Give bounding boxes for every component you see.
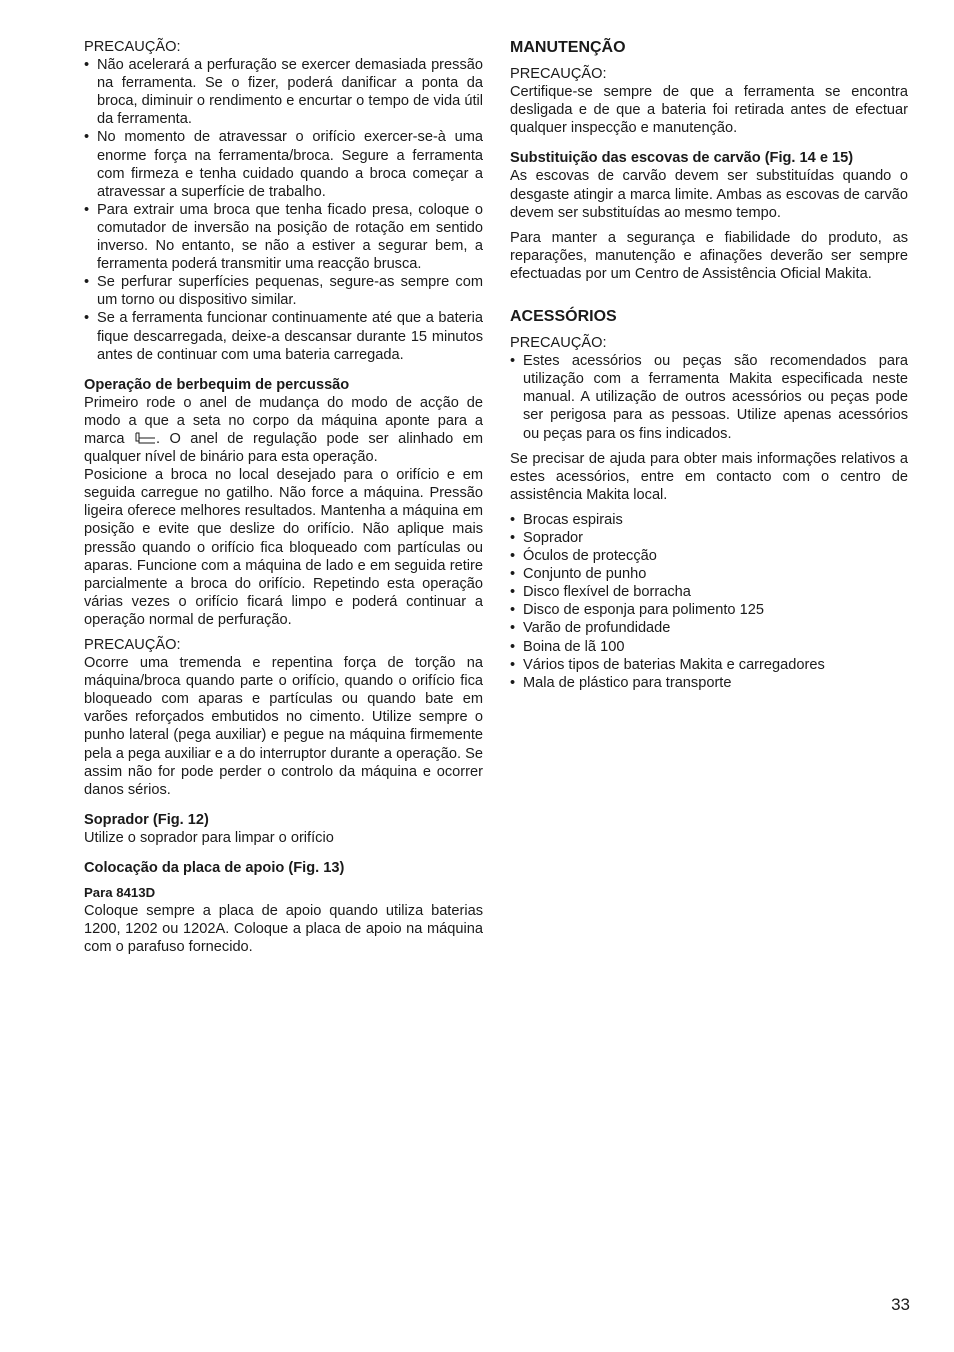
list-item: • Para extrair uma broca que tenha ficado presa, coloque o comutador de inversão na posição de rotação em sentido inverso. No entanto, se não a estiver a segurar bem, a ferramenta poderá transmitir uma reacção brusca. — [84, 201, 483, 273]
brushes-heading: Substituição das escovas de carvão (Fig. 14 e 15) — [510, 150, 854, 167]
maintenance-caution-label: PRECAUÇÃO: — [510, 66, 607, 82]
list-item: • Vários tipos de baterias Makita e carregadores — [510, 656, 908, 674]
hammer-drill-p1-end: . O anel de regulação pode ser alinhado em qualquer nível de binário para esta operação. — [84, 430, 483, 466]
list-item: • Varão de profundidade — [510, 619, 908, 637]
list-item: • Boina de lã 100 — [510, 638, 908, 656]
brushes-text-2: Para manter a segurança e fiabilidade do produto, as reparações, manutenção e afinações deverão ser sempre efectuadas por um Centro de Assistência Oficial Makita. — [510, 229, 908, 282]
accessories-heading: ACESSÓRIOS — [510, 308, 617, 326]
backing-plate-subheading: Para 8413D — [84, 885, 156, 901]
list-item: • Disco flexível de borracha — [510, 583, 908, 601]
list-item: • Não acelerará a perfuração se exercer demasiada pressão na ferramenta. Se o fizer, poderá danificar a ponta da broca, diminuir o rendimento e encurtar o tempo de vida útil da ferramenta. — [84, 56, 483, 128]
list-item: • Conjunto de punho — [510, 565, 908, 583]
maintenance-heading: MANUTENÇÃO — [510, 39, 626, 56]
hammer-drill-heading: Operação de berbequim de percussão — [84, 376, 350, 393]
blower-heading: Soprador (Fig. 12) — [84, 811, 209, 828]
drilling-caution-list — [84, 56, 483, 364]
accessories-caution-label: PRECAUÇÃO: — [510, 335, 607, 352]
hammer-drill-paragraph-1 — [84, 394, 483, 466]
accessories-help-text: Se precisar de ajuda para obter mais informações relativos a estes acessórios, entre em contacto com o centro de assistência Makita local. — [510, 450, 908, 503]
list-item: • Mala de plástico para transporte — [510, 674, 908, 692]
backing-plate-text: Coloque sempre a placa de apoio quando utiliza baterias 1200, 1202 ou 1202A. Coloque a placa de apoio na máquina com o parafuso fornecido. — [84, 903, 483, 956]
list-item: • No momento de atravessar o orifício exercer-se-à uma enorme força na ferramenta/broca. Segure a ferramenta com firmeza e tenha cuidado quando a broca começar a atravessar a superfície de trabalho. — [84, 128, 483, 200]
hammer-drill-mode-icon — [134, 432, 156, 444]
hammer-drill-caution-text: Ocorre uma tremenda e repentina força de torção na máquina/broca quando parte o orifício, quando o orifício fica bloqueado com aparas e partículas ou quando bate em varões reforçados embutidos no cimento. Utilize sempre o punho lateral (pega auxiliar) e pegue na máquina firmemente pela a pega auxiliar e a do interruptor durante a operação. Se assim não for pode perder o controlo da máquina e ocorrer danos sérios. — [84, 655, 483, 798]
list-item: • Disco de esponja para polimento 125 — [510, 601, 908, 619]
drilling-caution-label: PRECAUÇÃO: — [84, 39, 181, 55]
right-column — [510, 38, 908, 692]
list-item: • Se perfurar superfícies pequenas, segure-as sempre com um torno ou dispositivo similar. — [84, 273, 483, 309]
blower-text: Utilize o soprador para limpar o orifício — [84, 829, 334, 846]
list-item: • Soprador — [510, 529, 908, 547]
page-number: 33 — [891, 1295, 910, 1314]
hammer-drill-paragraph-2: Posicione a broca no local desejado para o orifício e em seguida carregue no gatilho. Não force a máquina. Pressão ligeira oferece melhores resultados. Mantenha a máquina em posição e evite que deslize do orifício. Não aplique mais pressão quando o orifício fica bloqueado com partículas ou aparas. Funcione com a máquina de lado e em seguida retire parcialmente a broca do orifício. Repetindo esta operação várias vezes o orifício ficará limpo e poderá continuar a operação normal de perfuração. — [84, 467, 483, 628]
list-item: • Se a ferramenta funcionar continuamente até que a bateria fique descarregada, deixe-a descansar durante 15 minutos antes de continuar com uma bateria carregada. — [84, 309, 483, 363]
maintenance-caution-text: Certifique-se sempre de que a ferramenta se encontra desligada e de que a bateria foi retirada antes de efectuar qualquer inspecção e manutenção. — [510, 84, 908, 137]
accessories-list — [510, 511, 908, 692]
accessories-caution-list — [510, 352, 908, 442]
list-item: • Óculos de protecção — [510, 547, 908, 565]
backing-plate-heading: Colocação da placa de apoio (Fig. 13) — [84, 860, 345, 877]
list-item: • Estes acessórios ou peças são recomendados para utilização com a ferramenta Makita especificada neste manual. A utilização de outros acessórios ou peças pode ser perigosa para as pessoas. Utilize apenas acessórios ou peças para os fins indicados. — [510, 352, 908, 442]
hammer-drill-caution-label: PRECAUÇÃO: — [84, 637, 181, 653]
brushes-text: As escovas de carvão devem ser substituídas quando o desgaste atingir a marca limite. Ambas as escovas de carvão devem ser substituídas ao mesmo tempo. — [510, 168, 908, 221]
list-item: • Brocas espirais — [510, 511, 908, 529]
hammer-drill-p1-start: Primeiro rode o anel de mudança do modo de acção de modo a que a seta no corpo da máquina aponte para a marca — [84, 394, 483, 447]
left-column — [84, 38, 483, 957]
